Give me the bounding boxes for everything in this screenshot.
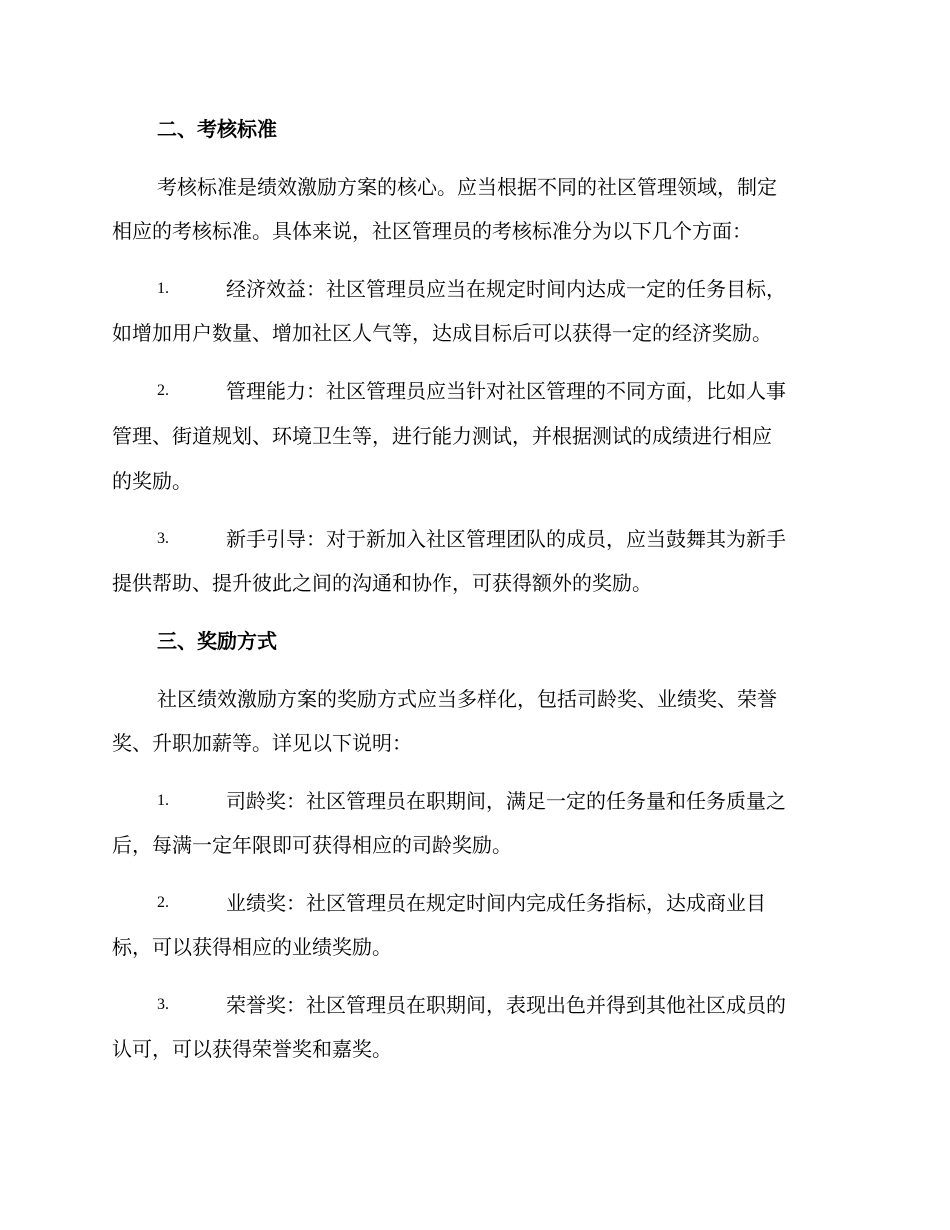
list-item-line: 认可，可以获得荣誉奖和嘉奖。 xyxy=(112,1037,392,1061)
list-item-line: 经济效益：社区管理员应当在规定时间内达成一定的任务目标， xyxy=(226,277,786,301)
list-item-line: 新手引导：对于新加入社区管理团队的成员，应当鼓舞其为新手 xyxy=(226,527,786,551)
list-item-line: 提供帮助、提升彼此之间的沟通和协作，可获得额外的奖励。 xyxy=(112,571,652,595)
paragraph-line: 奖、升职加薪等。详见以下说明： xyxy=(112,731,412,755)
list-item-line: 管理、街道规划、环境卫生等，进行能力测试，并根据测试的成绩进行相应 xyxy=(112,424,772,448)
paragraph-line: 考核标准是绩效激励方案的核心。应当根据不同的社区管理领域，制定 xyxy=(157,175,777,199)
section-heading: 三、奖励方式 xyxy=(157,629,277,653)
section-heading: 二、考核标准 xyxy=(157,117,277,141)
list-item-number: 2. xyxy=(157,382,169,399)
paragraph-line: 社区绩效激励方案的奖励方式应当多样化，包括司龄奖、业绩奖、荣誉 xyxy=(157,687,777,711)
list-item-line: 司龄奖：社区管理员在职期间，满足一定的任务量和任务质量之 xyxy=(226,789,786,813)
list-item-line: 的奖励。 xyxy=(112,469,192,493)
list-item-line: 后，每满一定年限即可获得相应的司龄奖励。 xyxy=(112,833,512,857)
list-item-number: 2. xyxy=(157,894,169,911)
paragraph-line: 相应的考核标准。具体来说，社区管理员的考核标准分为以下几个方面： xyxy=(112,219,752,243)
list-item-line: 荣誉奖：社区管理员在职期间，表现出色并得到其他社区成员的 xyxy=(226,993,786,1017)
list-item-number: 3. xyxy=(157,530,169,547)
list-item-number: 3. xyxy=(157,996,169,1013)
list-item-line: 管理能力：社区管理员应当针对社区管理的不同方面，比如人事 xyxy=(226,379,786,403)
list-item-line: 标，可以获得相应的业绩奖励。 xyxy=(112,935,392,959)
list-item-line: 业绩奖：社区管理员在规定时间内完成任务指标，达成商业目 xyxy=(226,891,766,915)
list-item-number: 1. xyxy=(157,792,169,809)
list-item-number: 1. xyxy=(157,280,169,297)
list-item-line: 如增加用户数量、增加社区人气等，达成目标后可以获得一定的经济奖励。 xyxy=(112,321,772,345)
